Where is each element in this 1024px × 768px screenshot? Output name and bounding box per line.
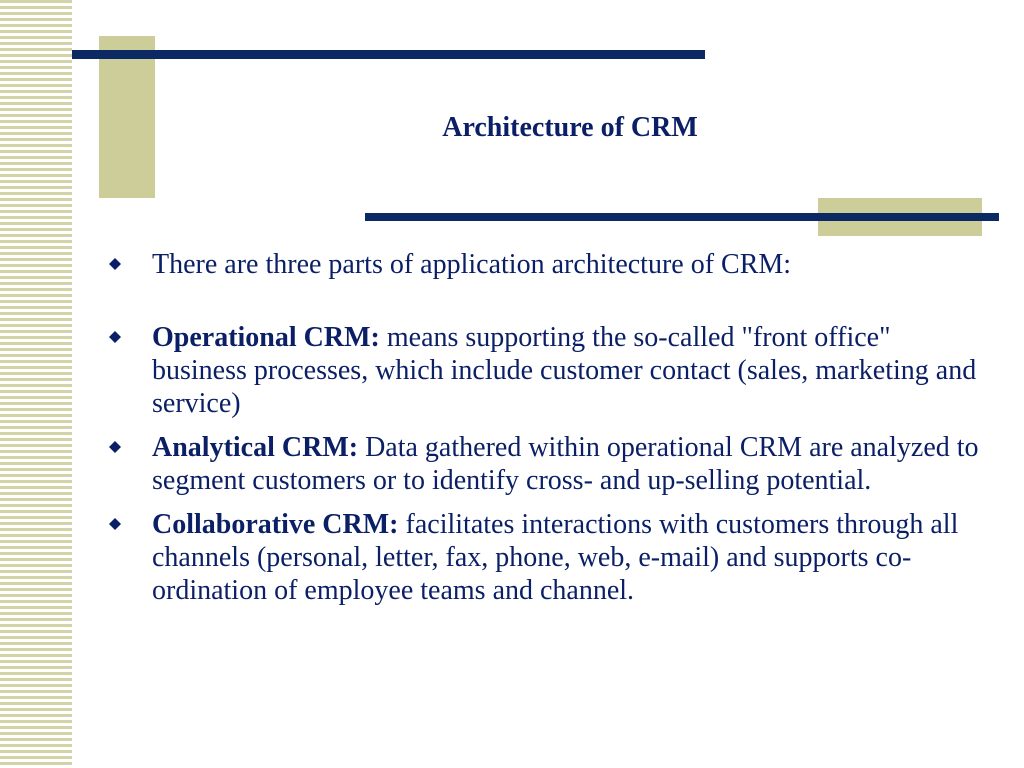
bullet-term: Operational CRM:: [152, 322, 387, 353]
bullet-term: Analytical CRM:: [152, 432, 366, 463]
bullet-collaborative: [104, 508, 984, 607]
decorative-block-top: [99, 36, 155, 198]
decorative-rule-top: [72, 50, 705, 59]
bullet-intro: [104, 248, 984, 281]
slide-title: Architecture of CRM: [442, 112, 698, 143]
decorative-rule-bottom: [365, 213, 999, 221]
decorative-stripe-bar: [0, 0, 72, 768]
bullet-intro-text: There are three parts of application architecture of CRM:: [152, 249, 792, 280]
bullet-description: Data gathered within operational CRM are analyzed to segment customers or to identify cross- and up-selling potential.: [152, 432, 979, 496]
bullet-operational: [104, 321, 984, 420]
diamond-bullet-icon: [107, 329, 123, 345]
diamond-bullet-icon: [107, 516, 123, 532]
bullet-term: Collaborative CRM:: [152, 509, 406, 540]
bullet-list: [104, 248, 984, 618]
bullet-description: means supporting the so-called "front office" business processes, which include customer contact (sales, marketing and service): [152, 322, 977, 419]
diamond-bullet-icon: [107, 256, 123, 272]
diamond-bullet-icon: [107, 439, 123, 455]
bullet-analytical: [104, 431, 984, 497]
bullet-description: facilitates interactions with customers through all channels (personal, letter, fax, phone, web, e-mail) and supports co-ordination of employee teams and channel.: [152, 509, 959, 606]
